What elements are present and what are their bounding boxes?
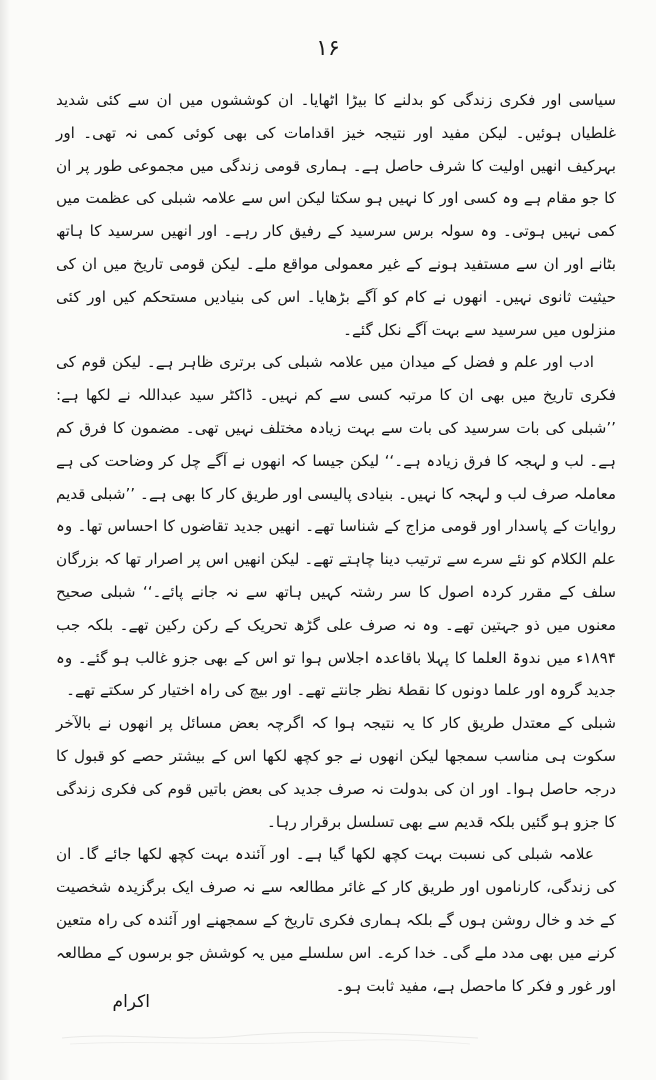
author-signature: اکرام <box>112 992 150 1012</box>
paragraph-4: علامہ شبلی کی نسبت بہت کچھ لکھا گیا ہے۔ اور آئندہ بہت کچھ لکھا جائے گا۔ ان کی زندگی، کارناموں اور طریق کار کے غائر مطالعہ سے نہ صرف ایک برگزیدہ شخصیت کے خد و خال روشن ہوں گے بلکہ ہماری فکری تاریخ کے سمجھنے اور آئندہ کی راہ متعین کرنے میں بھی مدد ملے گی۔ خدا کرے۔ اس سلسلے میں یہ کوشش جو برسوں کے مطالعہ اور غور و فکر کا ماحصل ہے، مفید ثابت ہو۔ <box>56 845 616 995</box>
paragraph-3: شبلی کے معتدل طریق کار کا یہ نتیجہ ہوا کہ اگرچہ بعض مسائل پر انھوں نے بالآخر سکوت ہی مناسب سمجھا لیکن انھوں نے جو کچھ لکھا اس کے بیشتر حصے کو قبول کا درجہ حاصل ہوا۔ اور ان کی بدولت نہ صرف جدید کی بعض باتیں قوم کی فکری زندگی کا جزو ہو گئیں بلکہ قدیم سے بھی تسلسل برقرار رہا۔ <box>56 714 616 831</box>
paragraph-2: ادب اور علم و فضل کے میدان میں علامہ شبلی کی برتری ظاہر ہے۔ لیکن قوم کی فکری تاریخ میں بھی ان کا مرتبہ کسی سے کم نہیں۔ ڈاکٹر سید عبداللہ نے لکھا ہے: ’’شبلی کی بات سرسید کی بات سے بہت زیادہ مختلف نہیں تھی۔ مضمون کا فرق کم ہے۔ لب و لہجہ کا فرق زیادہ ہے۔‘‘ لیکن جیسا کہ انھوں نے آگے چل کر وضاحت کی ہے معاملہ صرف لب و لہجہ کا نہیں۔ بنیادی پالیسی اور طریق کار کا بھی ہے۔ ’’شبلی قدیم روایات کے پاسدار اور قومی مزاج کے شناسا تھے۔ انھیں جدید تقاضوں کا احساس تھا۔ وہ علم الکلام کو نئے سرے سے ترتیب دینا چاہتے تھے۔ لیکن انھیں اس پر اصرار تھا کہ بزرگان سلف کے مقرر کردہ اصول کا سر رشتہ کہیں ہاتھ سے نہ جانے پائے۔‘‘ شبلی صحیح معنوں میں ذو جہتین تھے۔ وہ نہ صرف علی گڑھ تحریک کے رکن رکین تھے۔ بلکہ جب ۱۸۹۴ء میں ندوۃ العلما کا پہلا باقاعدہ اجلاس ہوا تو اس کے بھی جزو غالب ہو گئے۔ وہ جدید گروہ اور علما دونوں کا نقطۂ نظر جانتے تھے۔ اور بیچ کی راہ اختیار کر سکتے تھے۔ <box>56 353 616 700</box>
scan-smudge <box>60 1024 480 1048</box>
page-number: ۱۶ <box>316 36 340 61</box>
page-edge-shadow <box>0 0 10 1080</box>
paragraph-1: سیاسی اور فکری زندگی کو بدلنے کا بیڑا اٹھایا۔ ان کوششوں میں ان سے کئی شدید غلطیاں ہوئیں۔ لیکن مفید اور نتیجہ خیز اقدامات کی بھی کوئی کمی نہ تھی۔ اور بہرکیف انھیں اولیت کا شرف حاصل ہے۔ ہماری قومی زندگی میں مجموعی طور پر ان کا جو مقام ہے وہ کسی اور کا نہیں ہو سکتا لیکن اس سے علامہ شبلی کی عظمت میں کمی نہیں ہوتی۔ وہ سولہ برس سرسید کے رفیق کار رہے۔ اور انھیں سرسید کا ہاتھ بٹانے اور ان سے مستفید ہونے کے غیر معمولی مواقع ملے۔ لیکن قومی تاریخ میں ان کی حیثیت ثانوی نہیں۔ انھوں نے کام کو آگے بڑھایا۔ اس کی بنیادیں مستحکم کیں اور کئی منزلوں میں سرسید سے بہت آگے نکل گئے۔ <box>56 91 616 339</box>
body-text <box>56 84 616 1002</box>
